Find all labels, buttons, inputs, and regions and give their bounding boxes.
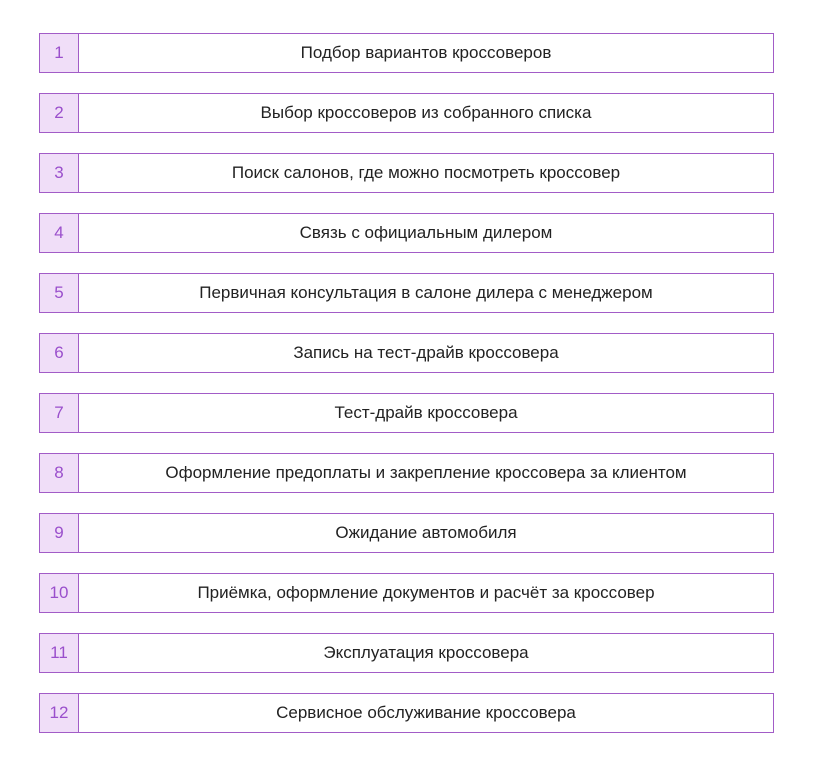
step-number: 7 <box>40 394 79 432</box>
step-number: 6 <box>40 334 79 372</box>
step-label: Сервисное обслуживание кроссовера <box>276 703 576 722</box>
step-label: Ожидание автомобиля <box>335 523 517 542</box>
step-row-1 <box>39 33 774 73</box>
step-row-3 <box>39 153 774 193</box>
step-label: Приёмка, оформление документов и расчёт за кроссовер <box>197 583 655 602</box>
step-label: Оформление предоплаты и закрепление кроссовера за клиентом <box>165 463 687 482</box>
step-label: Подбор вариантов кроссоверов <box>300 43 552 62</box>
step-list <box>39 33 774 753</box>
step-row-11 <box>39 633 774 673</box>
step-row-10 <box>39 573 774 613</box>
step-row-8 <box>39 453 774 493</box>
step-label: Первичная консультация в салоне дилера с менеджером <box>199 283 653 302</box>
step-row-6 <box>39 333 774 373</box>
step-label: Поиск салонов, где можно посмотреть кроссовер <box>231 163 621 182</box>
step-number: 4 <box>40 214 79 252</box>
step-number: 5 <box>40 274 79 312</box>
step-label: Тест-драйв кроссовера <box>334 403 518 422</box>
step-row-7 <box>39 393 774 433</box>
step-label: Запись на тест-драйв кроссовера <box>293 343 559 362</box>
step-number: 12 <box>40 694 79 732</box>
step-row-5 <box>39 273 774 313</box>
step-row-9 <box>39 513 774 553</box>
step-number: 1 <box>40 34 79 72</box>
step-number: 9 <box>40 514 79 552</box>
step-number: 8 <box>40 454 79 492</box>
step-row-4 <box>39 213 774 253</box>
step-label: Эксплуатация кроссовера <box>323 643 529 662</box>
step-number: 3 <box>40 154 79 192</box>
step-row-12 <box>39 693 774 733</box>
step-number: 2 <box>40 94 79 132</box>
step-label: Выбор кроссоверов из собранного списка <box>260 103 592 122</box>
step-label: Связь с официальным дилером <box>299 223 553 242</box>
step-number: 11 <box>40 634 79 672</box>
step-number: 10 <box>40 574 79 612</box>
step-row-2 <box>39 93 774 133</box>
